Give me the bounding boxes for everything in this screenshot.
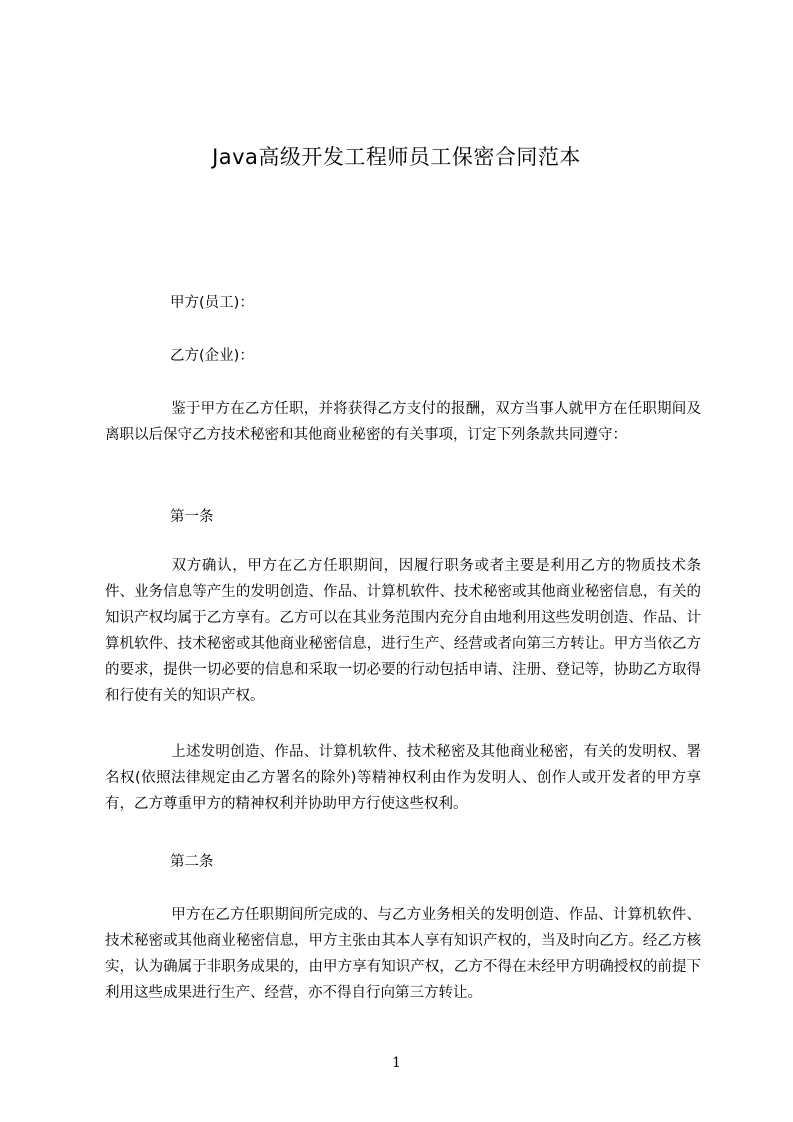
party-a-label: 甲方(员工)： [170,295,254,311]
page-number: 1 [392,1055,401,1071]
article-2-paragraph-1 [105,902,701,1006]
article-1-paragraph-1 [105,553,701,709]
article-2-paragraph-1-text: 甲方在乙方任职期间所完成的、与乙方业务相关的发明创造、作品、计算机软件、技术秘密或其他商业秘密信息，甲方主张由其本人享有知识产权的，当及时向乙方。经乙方核实，认为确属于非职务成果的，由甲方享有知识产权，乙方不得在未经甲方明确授权的前提下利用这些成果进行生产、经营，亦不得自行向第三方转让。 [105,907,701,1001]
article-1-paragraph-2 [105,739,701,817]
article-1-paragraph-2-text: 上述发明创造、作品、计算机软件、技术秘密及其他商业秘密，有关的发明权、署名权(依照法律规定由乙方署名的除外)等精神权利由作为发明人、创作人或开发者的甲方享有，乙方尊重甲方的精神权利并协助甲方行使这些权利。 [105,744,701,812]
party-b-label: 乙方(企业)： [170,348,254,364]
document-title: Java高级开发工程师员工保密合同范本 [212,145,581,169]
preamble-paragraph [105,396,701,448]
preamble-text: 鉴于甲方在乙方任职，并将获得乙方支付的报酬，双方当事人就甲方在任职期间及离职以后保守乙方技术秘密和其他商业秘密的有关事项，订定下列条款共同遵守： [105,401,701,443]
article-1-paragraph-1-text: 双方确认，甲方在乙方任职期间，因履行职务或者主要是利用乙方的物质技术条件、业务信息等产生的发明创造、作品、计算机软件、技术秘密或其他商业秘密信息，有关的知识产权均属于乙方享有。乙方可以在其业务范围内充分自由地利用这些发明创造、作品、计算机软件、技术秘密或其他商业秘密信息，进行生产、经营或者向第三方转让。甲方当依乙方的要求，提供一切必要的信息和采取一切必要的行动包括申请、注册、登记等，协助乙方取得和行使有关的知识产权。 [105,558,701,704]
article-1-heading: 第一条 [170,509,214,525]
article-2-heading: 第二条 [170,854,214,870]
